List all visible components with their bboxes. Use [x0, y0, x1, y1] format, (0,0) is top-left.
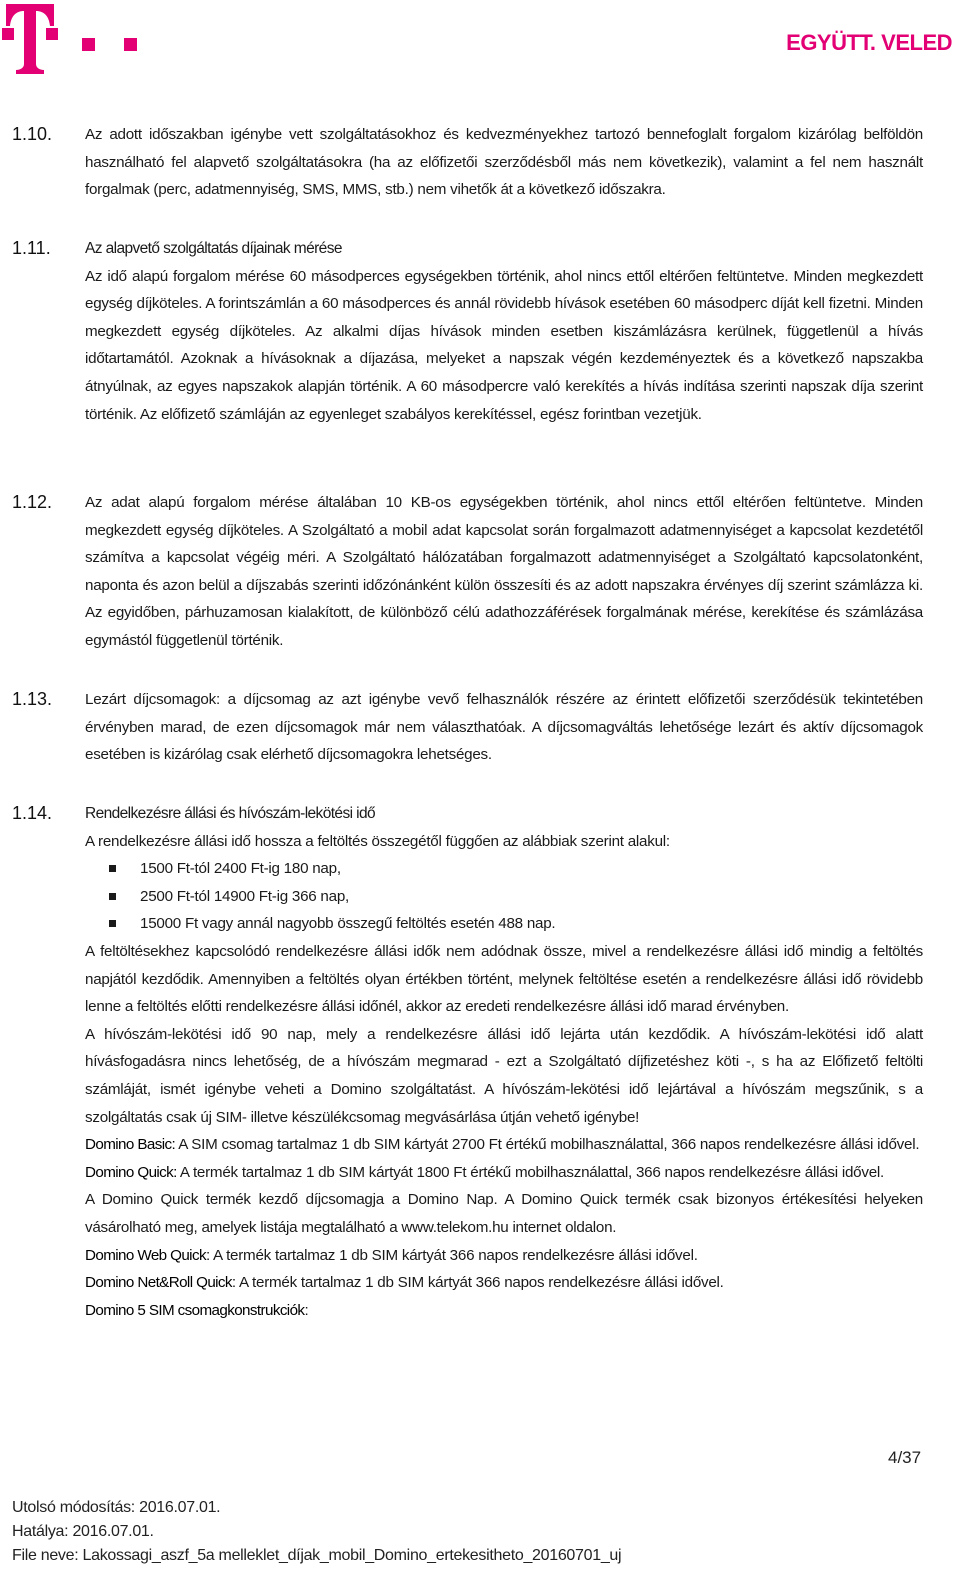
section-number: 1.13. [12, 689, 53, 709]
section-body [85, 800, 923, 1324]
paragraph: Az idő alapú forgalom mérése 60 másodperces egységekben történik, ahol nincs ettől eltérően feltüntetve. Minden megkezdett egység díjköteles. A forintszámlán a 60 másodperces és annál rövidebb hívások esetében 60 másodperc díját kell fizetni. Minden megkezdett egység díjköteles. Az alkalmi díjas hívások minden esetben kiszámlázásra kerülnek, függetlenül a hívás időtartamától. Azoknak a hívásoknak a díjazása, melyeket a napszak végén kezdeményeztek és a következő napszakba átnyúlnak, az egyes napszakok alapján történik. A 60 másodpercre való kerekítés a hívás indítása szerinti napszak díja szerint történik. Az előfizető számláján az egyenleget szabályos kerekítéssel, egész forintban vezetjük. [85, 267, 923, 423]
paragraph: A rendelkezésre állási idő hossza a feltöltés összegétől függően az alábbiak szerint alakul: [85, 832, 670, 850]
section-body [85, 235, 923, 428]
product-text: : A termék tartalmaz 1 db SIM kártyát 366 napos rendelkezésre állási idővel. [231, 1274, 724, 1292]
product-domino-5-sim [85, 1297, 923, 1325]
brand-slogan: EGYÜTT. VELED [786, 30, 952, 55]
paragraph: A feltöltésekhez kapcsolódó rendelkezésre állási idők nem adódnak össze, mivel a rendelkezésre állási idő mindig a feltöltés napjától kezdődik. Amennyiben a feltöltés olyan értékben történt, melynek feltöltése esetén a rendelkezésre állási idő rövidebb lenne a feltöltés előtti rendelkezésre állási időnél, akkor az eredeti rendelkezésre állási idő marad érvényben. [85, 942, 923, 1016]
product-domino-quick [85, 1159, 923, 1187]
product-domino-net-roll-quick [85, 1269, 923, 1297]
section-number: 1.11. [12, 238, 51, 258]
product-label: Domino Quick: [85, 1163, 177, 1181]
document-footer [12, 1496, 621, 1568]
bullet-list [85, 855, 923, 938]
paragraph: Az adott időszakban igénybe vett szolgáltatásokhoz és kedvezményekhez tartozó bennefoglalt forgalom kizárólag belföldön használható fel alapvető szolgáltatásokra (ha az előfizetői szerződésből más nem következik), valamint a fel nem használt forgalmak (perc, adatmennyiség, SMS, MMS, stb.) nem vihetők át a következő időszakra. [85, 126, 923, 199]
section-number: 1.10. [12, 124, 53, 144]
section-body [85, 489, 923, 655]
product-label: Domino Basic: [85, 1136, 176, 1154]
paragraph: A hívószám-lekötési idő 90 nap, mely a rendelkezésre állási idő lejárta után kezdődik. A hívószám-lekötési idő alatt hívásfogadásra nincs lehetőség, de a hívószám megmarad - ezt a Szolgáltató díjfizetéshez köti -, s ha az Előfizető feltölti számláját, ismét igénybe veheti a Domino szolgáltatást. A hívószám-lekötési idő lejártával a hívószám megszűnik, s a szolgáltatás csak új SIM- illetve készülékcsomag megvásárlása útján vehető igénybe! [85, 1025, 923, 1126]
section-heading: Rendelkezésre állási és hívószám-lekötési idő [85, 805, 376, 822]
page-number: 4/37 [888, 1448, 922, 1467]
section-number: 1.12. [12, 492, 53, 512]
list-item: 1500 Ft-tól 2400 Ft-ig 180 nap, [85, 855, 923, 883]
list-item: 15000 Ft vagy annál nagyobb összegű feltöltés esetén 488 nap. [85, 910, 923, 938]
paragraph: Az adat alapú forgalom mérése általában 10 KB-os egységekben történik, ahol nincs ettől eltérően feltüntetve. Minden megkezdett egység díjköteles. A Szolgáltató a mobil adat kapcsolat során forgalmazott adatmennyiséget a kapcsolat kezdetétől számítva a kapcsolat végéig méri. A Szolgáltató hálózatában forgalmazott adatmennyiséget a Szolgáltató kapcsolatonként, naponta és azon belül a díjszabás szerinti időzónánként külön összesíti és az adott napszakra érvényes díj szerint számlázza ki. Az egyidőben, párhuzamosan kialakított, de különböző célú adathozzáférések forgalmának mérése, kerekítése és számlázása egymástól függetlenül történik. [85, 494, 923, 649]
product-label: Domino Web Quick [85, 1246, 206, 1264]
section-body [85, 121, 923, 204]
telekom-t-logo-icon [2, 4, 142, 74]
product-label: Domino Net&Roll Quick [85, 1274, 232, 1292]
last-modified: Utolsó módosítás: 2016.07.01. [12, 1499, 221, 1516]
file-name: File neve: Lakossagi_aszf_5a melleklet_díjak_mobil_Domino_ertekesitheto_20160701_uj [12, 1547, 622, 1564]
section-heading: Az alapvető szolgáltatás díjainak mérése [85, 240, 342, 257]
product-text: : A termék tartalmaz 1 db SIM kártyát 366 napos rendelkezésre állási idővel. [205, 1246, 698, 1264]
product-text: A SIM csomag tartalmaz 1 db SIM kártyát 2700 Ft értékű mobilhasználattal, 366 napos rendelkezésre állási idővel. [175, 1136, 920, 1154]
paragraph: Lezárt díjcsomagok: a díjcsomag az azt igénybe vevő felhasználók részére az érintett előfizetői szerződésük tekintetében érvényben marad, de ezen díjcsomagok már nem választhatóak. A díjcsomagváltás lehetősége lezárt és aktív díjcsomagok esetében is kizárólag csak elérhető díjcsomagokra lehetséges. [85, 691, 923, 764]
product-text: A termék tartalmaz 1 db SIM kártyát 1800 Ft értékű mobilhasználattal, 366 napos rendelkezésre állási idővel. [176, 1163, 884, 1181]
product-label: Domino 5 SIM csomagkonstrukciók [85, 1301, 305, 1319]
effective-date: Hatálya: 2016.07.01. [12, 1523, 154, 1540]
product-domino-basic [85, 1131, 923, 1159]
product-domino-web-quick [85, 1242, 923, 1270]
paragraph: A Domino Quick termék kezdő díjcsomagja a Domino Nap. A Domino Quick termék csak bizonyos értékesítési helyeken vásárolható meg, amelyek listája megtalálható a www.telekom.hu internet oldalon. [85, 1191, 923, 1236]
product-text: : [304, 1301, 309, 1319]
section-body [85, 686, 923, 769]
list-item: 2500 Ft-tól 14900 Ft-ig 366 nap, [85, 883, 923, 911]
section-number: 1.14. [12, 803, 53, 823]
